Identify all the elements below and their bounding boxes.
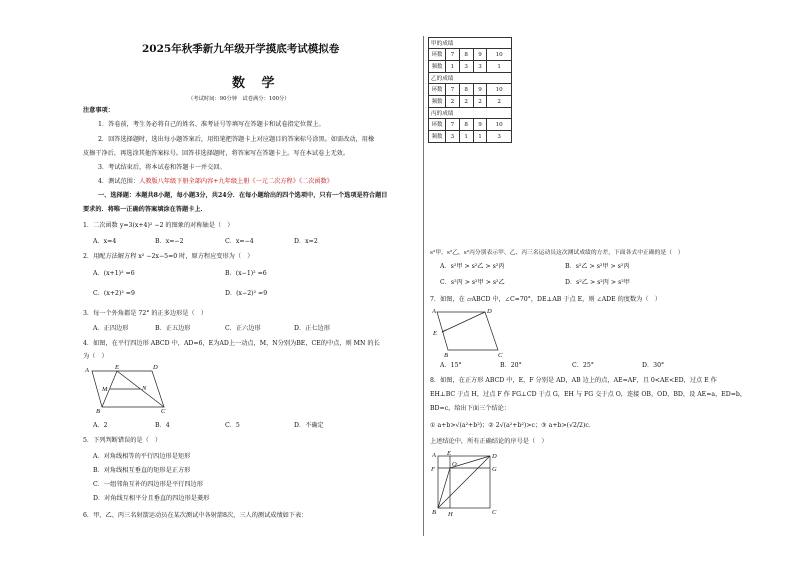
score-cell: 2 — [459, 96, 473, 108]
note-3: 3．考试结束后，将本试卷和答题卡一并交回。 — [98, 164, 226, 171]
score-row-label: 环数 — [429, 49, 446, 61]
q4-label-e: E — [115, 364, 119, 371]
score-cell: 3 — [473, 61, 487, 73]
q7-figure — [430, 306, 510, 358]
q4-label-b: B — [96, 408, 100, 413]
q8-label-f: F — [431, 466, 435, 473]
q5-option-c: C．一组邻角互补的四边形是平行四边形 — [93, 481, 203, 488]
score-cell: 7 — [446, 49, 460, 61]
q7-label-b: B — [444, 352, 448, 358]
exam-title: 2025年秋季新九年级开学摸底考试模拟卷 — [142, 43, 340, 55]
score-table — [428, 37, 512, 143]
q8-label-o: O — [452, 461, 457, 468]
q8-label-a: A — [432, 452, 436, 459]
score-cell: 9 — [473, 119, 487, 131]
q2-option-c: C．(x+2)² =9 — [93, 290, 135, 297]
score-cell: 1 — [459, 131, 473, 143]
score-cell: 1 — [487, 61, 512, 73]
q6b-stem: s²甲，s²乙，s²丙分别表示甲、乙、丙三名运动员这次测试成绩的方差，下面各式中正确的是（ ） — [430, 250, 684, 256]
q2-option-b: B．(x−1)² =6 — [225, 270, 267, 277]
score-cell: 9 — [473, 49, 487, 61]
q3-option-c: C．正六边形 — [225, 325, 261, 332]
q8-label-c: C — [492, 509, 497, 516]
q7-label-a: A — [432, 308, 436, 315]
score-group-name: 乙的成绩 — [429, 73, 512, 84]
q7-label-c: C — [498, 352, 503, 358]
score-cell: 3 — [459, 61, 473, 73]
q6b-option-b: B．s²乙 > s²甲 > s²丙 — [565, 263, 630, 270]
q4-figure — [82, 363, 177, 413]
score-cell: 9 — [473, 84, 487, 96]
note-2-cont: 皮擦干净后，再选涂其他答案标号。回答非选择题时，将答案写在答题卡上。写在本试卷上无效。 — [83, 150, 350, 157]
q4-option-c: C．5 — [225, 422, 240, 429]
q4-option-d: D．不确定 — [294, 422, 324, 429]
q1-option-c: C．x=−4 — [225, 238, 254, 245]
q1-option-a: A．x=4 — [93, 238, 117, 245]
q3-stem: 3．每一个外角都是 72° 的正多边形是（ ） — [83, 310, 208, 317]
q8-label-d: D — [492, 453, 497, 460]
q6b-option-d: D．s²乙 > s²丙 > s²甲 — [565, 279, 630, 286]
q7-option-a: A．15° — [440, 362, 462, 369]
q4-label-m: M — [102, 386, 108, 393]
q6b-option-a: A．s²甲 > s²乙 > s²丙 — [440, 263, 505, 270]
q8-label-b: B — [432, 509, 436, 516]
q3-option-a: A．正四边形 — [93, 325, 129, 332]
score-cell: 3 — [487, 131, 512, 143]
subject-title: 数 学 — [232, 76, 281, 91]
score-group-name: 丙的成绩 — [429, 108, 512, 119]
q7-label-e: E — [433, 330, 437, 337]
q7-stem: 7．如图，在 ▱ABCD 中，∠C=70°，DE⊥AB 于点 E，则 ∠ADE 的度数为（ ） — [430, 296, 661, 303]
score-row-label: 环数 — [429, 119, 446, 131]
q1-option-d: D．x=2 — [294, 238, 318, 245]
test-scope: 人教版八年级下册全部内容+九年级上册《一元二次方程》《二次函数》 — [139, 178, 333, 185]
q7-parallelogram — [437, 312, 498, 350]
score-row-label: 频数 — [429, 131, 446, 143]
note-4-label: 4．测试范围： — [98, 178, 140, 185]
q5-option-d: D．对角线互相平分且垂直的四边形是菱形 — [93, 495, 210, 502]
q8-label-h: H — [448, 511, 453, 518]
note-4 — [98, 178, 333, 186]
q8-figure — [430, 450, 502, 518]
q4-label-a: A — [85, 367, 89, 374]
q5-stem: 5．下列判断错误的是（ ） — [83, 437, 162, 444]
q4-label-d: D — [153, 364, 158, 371]
q2-option-a: A．(x+1)² =6 — [93, 270, 135, 277]
section1-line1: 一、选择题：本题共8小题，每小题3分，共24分．在每小题给出的四个选项中，只有一个选项是符合题目 — [98, 192, 388, 199]
q4-stem: 4．如图，在平行四边形 ABCD 中，AD=6，E为AD上一动点，M，N分别为BE，CE的中点，则 MN 的长 — [83, 340, 380, 347]
exam-info: （考试时间：90分钟 试卷满分：100分） — [188, 96, 290, 102]
q6b-option-c: C．s²丙 > s²甲 > s²乙 — [440, 279, 505, 286]
score-row-label: 频数 — [429, 61, 446, 73]
q7-option-d: D．30° — [642, 362, 665, 369]
score-cell: 8 — [459, 49, 473, 61]
score-group-name: 甲的成绩 — [429, 38, 512, 49]
q8-label-e: E — [447, 450, 451, 457]
score-cell: 10 — [487, 119, 512, 131]
score-cell: 2 — [446, 96, 460, 108]
q4-stem-cont: 为（ ） — [83, 353, 108, 360]
q1-stem: 1．二次函数 y=3(x+4)² −2 的图象的对称轴是（ ） — [83, 222, 234, 229]
score-cell: 2 — [473, 96, 487, 108]
q8-line5: 上述结论中，所有正确结论的序号是（ ） — [430, 438, 548, 445]
score-cell: 7 — [446, 119, 460, 131]
q3-option-b: B．正五边形 — [155, 325, 191, 332]
q4-option-b: B．4 — [155, 422, 170, 429]
notes-heading: 注意事项： — [83, 107, 114, 114]
q4-label-n: N — [142, 385, 147, 392]
q8-line4: ① a+b>√(a²+b²)；② 2√(a²+b²)>c；③ a+b>(√2/2)c． — [430, 422, 596, 429]
column-divider — [423, 36, 424, 536]
score-cell: 8 — [459, 84, 473, 96]
q1-option-b: B．x=−2 — [155, 238, 184, 245]
score-cell: 7 — [446, 84, 460, 96]
q7-label-d: D — [487, 308, 492, 315]
q8-line2: EH⊥BC 于点 H，过点 F 作 FG⊥CD 于点 G，EH 与 FG 交于点 O，连接 OB，OD，BD，设 AE=a，ED=b， — [430, 391, 747, 398]
score-cell: 2 — [487, 96, 512, 108]
q8-line3: BD=c，给出下面三个结论： — [430, 405, 511, 412]
note-2: 2．回答选择题时，选出每小题答案后，用铅笔把答题卡上对应题目的答案标号涂黑。如需改动，用橡 — [98, 136, 375, 143]
q6-stem: 6．甲、乙、丙三名射箭运动员在某次测试中各射箭8次，三人的测试成绩如下表： — [83, 512, 308, 519]
score-cell: 3 — [446, 131, 460, 143]
score-row-label: 环数 — [429, 84, 446, 96]
note-1: 1．答卷前，考生务必将自己的姓名、准考证号等填写在答题卡和试卷指定位置上。 — [98, 121, 325, 128]
q8-label-g: G — [492, 466, 497, 473]
score-cell: 1 — [473, 131, 487, 143]
q2-stem: 2．用配方法解方程 x² −2x−5=0 时，原方程应变形为（ ） — [83, 253, 254, 260]
q3-option-d: D．正七边形 — [294, 325, 330, 332]
score-cell: 1 — [446, 61, 460, 73]
score-row-label: 频数 — [429, 96, 446, 108]
q5-option-a: A．对角线相等的平行四边形是矩形 — [93, 453, 191, 460]
score-cell: 10 — [487, 84, 512, 96]
q7-option-b: B．20° — [500, 362, 522, 369]
q4-option-a: A．2 — [93, 422, 108, 429]
q5-option-b: B．对角线相互垂直的矩形是正方形 — [93, 467, 191, 474]
section1-line2: 要求的．将唯一正确的答案填涂在答题卡上． — [83, 206, 207, 213]
score-cell: 10 — [487, 49, 512, 61]
q8-line1: 8．如图，在正方形 ABCD 中，E，F 分别是 AD，AB 边上的点，AE=AF，且 0<AE<ED，过点 E 作 — [430, 377, 717, 384]
q7-option-c: C．25° — [572, 362, 594, 369]
q4-label-c: C — [161, 408, 166, 413]
q2-option-d: D．(x−2)² =9 — [225, 290, 268, 297]
score-cell: 8 — [459, 119, 473, 131]
